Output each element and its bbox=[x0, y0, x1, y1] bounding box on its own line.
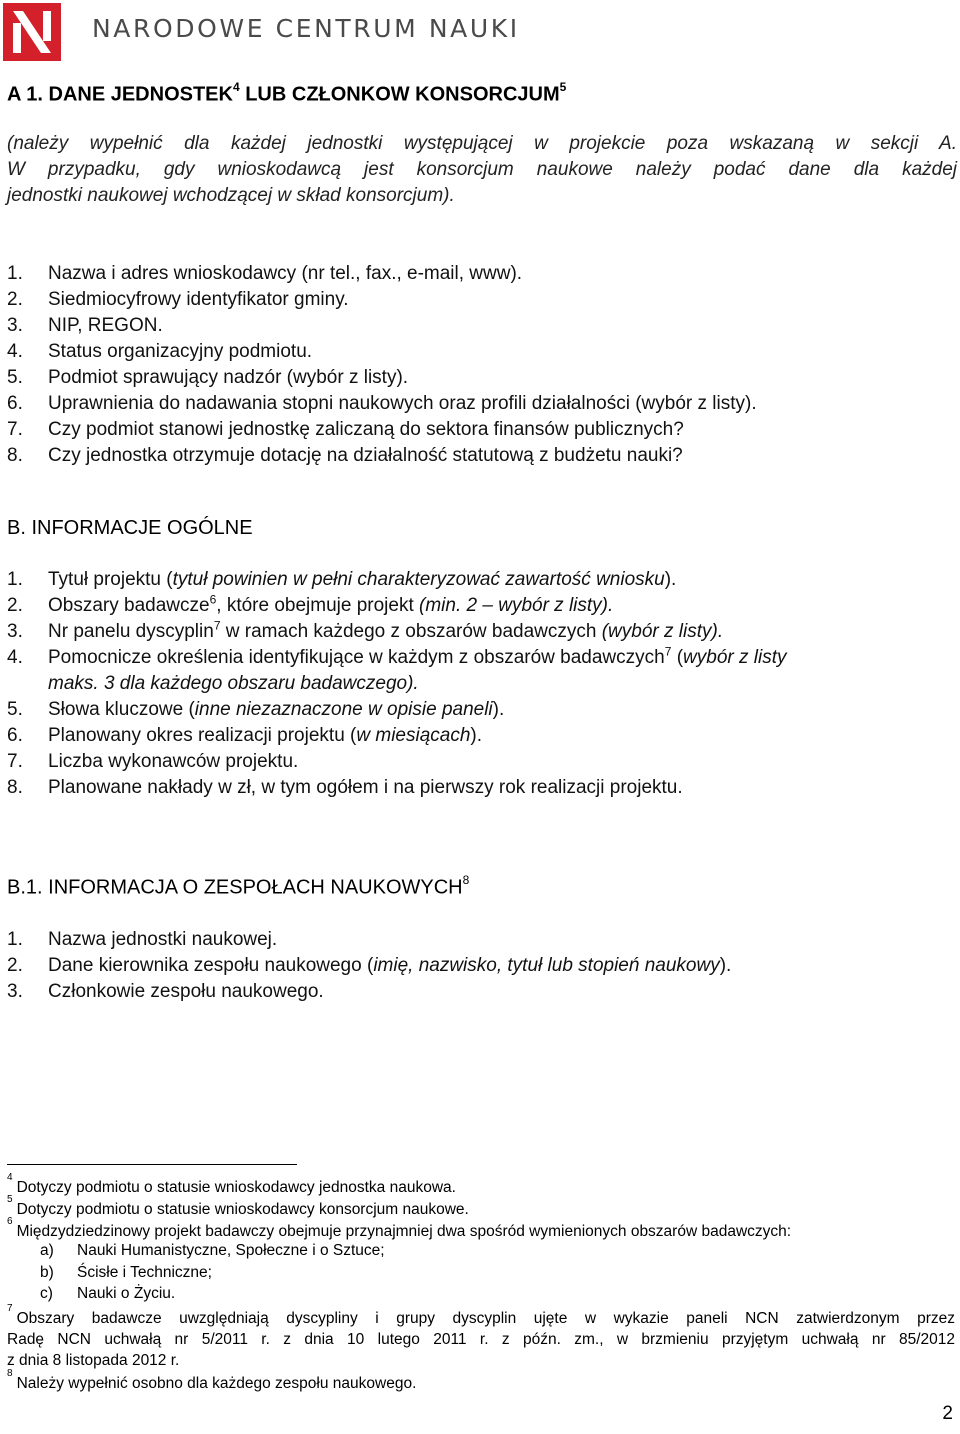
list-item-text: Nr panelu dyscyplin bbox=[48, 621, 214, 642]
section-b1-list bbox=[7, 927, 731, 1005]
footnote-ref-4: 4 bbox=[232, 80, 240, 94]
list-item-number: 6. bbox=[7, 725, 23, 746]
list-item-text: ( bbox=[671, 647, 684, 668]
list-item bbox=[7, 619, 787, 645]
list-item-text: Czy jednostka otrzymuje dotację na działalność statutową z budżetu nauki? bbox=[48, 445, 683, 466]
footnote-ref-7: 7 bbox=[664, 644, 672, 659]
footnote-text: Obszary badawcze uwzględniają dyscypliny i grupy dyscyplin ujęte w wykazie paneli NCN zatwierdzonym przez bbox=[16, 1310, 955, 1328]
section-a1-intro bbox=[7, 131, 957, 209]
list-item bbox=[7, 313, 757, 339]
footnote-text: Należy wypełnić osobno dla każdego zespołu naukowego. bbox=[16, 1375, 417, 1393]
list-item bbox=[7, 953, 731, 979]
section-a1-title-text: A 1. DANE JEDNOSTEK bbox=[7, 83, 233, 106]
footnote-text: Dotyczy podmiotu o statusie wnioskodawcy jednostka naukowa. bbox=[16, 1179, 456, 1197]
list-item-number: 4. bbox=[7, 341, 23, 362]
list-item-note: inne niezaznaczone w opisie paneli bbox=[194, 699, 493, 720]
list-item-note: tytuł powinien w pełni charakteryzować zawartość wniosku bbox=[172, 569, 665, 590]
list-item-text: ). bbox=[664, 569, 677, 590]
list-item-number: 3. bbox=[7, 315, 23, 336]
section-a1-title bbox=[7, 82, 566, 107]
list-item-text: Czy podmiot stanowi jednostkę zaliczaną do sektora finansów publicznych? bbox=[48, 419, 684, 440]
list-item-note: maks. 3 dla każdego obszaru badawczego). bbox=[48, 673, 419, 694]
list-item bbox=[7, 287, 757, 313]
list-item-number: 8. bbox=[7, 777, 23, 798]
footnote-6-item bbox=[40, 1262, 212, 1283]
list-item-text: Pomocnicze określenia identyfikujące w każdym z obszarów badawczych bbox=[48, 647, 665, 668]
list-item-number: 2. bbox=[7, 955, 23, 976]
list-item bbox=[7, 723, 787, 749]
list-item bbox=[7, 749, 787, 775]
footnote-6 bbox=[7, 1217, 955, 1242]
list-item-number: 7. bbox=[7, 751, 23, 772]
section-b1-title bbox=[7, 875, 469, 900]
list-item-text: Planowane nakłady w zł, w tym ogółem i na pierwszy rok realizacji projektu. bbox=[48, 777, 683, 798]
list-item bbox=[7, 417, 757, 443]
list-item bbox=[7, 593, 787, 619]
list-item-number: 5. bbox=[7, 367, 23, 388]
footnote-6-item bbox=[40, 1240, 385, 1261]
footnote-ref-8: 8 bbox=[462, 873, 470, 887]
list-item-number: 2. bbox=[7, 289, 23, 310]
list-item-text: Siedmiocyfrowy identyfikator gminy. bbox=[48, 289, 349, 310]
footnote-mark: 6 bbox=[7, 1216, 13, 1227]
list-item-number: 2. bbox=[7, 595, 23, 616]
intro-line: jednostki naukowej wchodzącej w skład konsorcjum). bbox=[7, 185, 455, 206]
list-item bbox=[7, 775, 787, 801]
list-item-text: Tytuł projektu ( bbox=[48, 569, 173, 590]
list-item-text: Słowa kluczowe ( bbox=[48, 699, 195, 720]
list-item-number: 1. bbox=[7, 569, 23, 590]
list-item-text: Członkowie zespołu naukowego. bbox=[48, 981, 324, 1002]
list-item bbox=[7, 443, 757, 469]
footnote-ref-6: 6 bbox=[209, 592, 217, 607]
list-item-note: wybór z listy bbox=[683, 647, 787, 668]
list-item-text: Obszary badawcze bbox=[48, 595, 210, 616]
list-item-number: 8. bbox=[7, 445, 23, 466]
list-item-note: (min. 2 – wybór z listy). bbox=[419, 595, 614, 616]
footnote-item-text: Nauki o Życiu. bbox=[77, 1285, 176, 1302]
list-item-number: 1. bbox=[7, 929, 23, 950]
footnote-divider bbox=[7, 1164, 297, 1165]
list-item bbox=[7, 339, 757, 365]
section-b-list bbox=[7, 567, 787, 801]
org-name: NARODOWE CENTRUM NAUKI bbox=[92, 14, 520, 43]
footnote-item-letter: c) bbox=[40, 1285, 53, 1302]
footnote-item-text: Ścisłe i Techniczne; bbox=[77, 1264, 212, 1281]
section-b-title: B. INFORMACJE OGÓLNE bbox=[7, 517, 253, 539]
list-item bbox=[7, 391, 757, 417]
footnote-item-letter: b) bbox=[40, 1264, 54, 1281]
list-item-text: ). bbox=[492, 699, 505, 720]
list-item-text: ). bbox=[470, 725, 483, 746]
list-item-text: Status organizacyjny podmiotu. bbox=[48, 341, 313, 362]
list-item-text: Nazwa i adres wnioskodawcy (nr tel., fax., e-mail, www). bbox=[48, 263, 523, 284]
list-item bbox=[7, 697, 787, 723]
section-a1-title-rest: LUB CZŁONKOW KONSORCJUM bbox=[239, 83, 560, 106]
list-item bbox=[7, 261, 757, 287]
list-item-text: NIP, REGON. bbox=[48, 315, 163, 336]
footnote-8 bbox=[7, 1369, 955, 1394]
footnote-ref-7: 7 bbox=[213, 618, 221, 633]
page-header bbox=[0, 0, 960, 64]
list-item-text: Podmiot sprawujący nadzór (wybór z listy). bbox=[48, 367, 409, 388]
footnote-text: Międzydziedzinowy projekt badawczy obejmuje przynajmniej dwa spośród wymienionych obszarów badawczych: bbox=[16, 1223, 792, 1241]
footnote-mark: 5 bbox=[7, 1194, 13, 1205]
list-item-text: ). bbox=[719, 955, 732, 976]
list-item-number: 3. bbox=[7, 621, 23, 642]
intro-line: W przypadku, gdy wnioskodawcą jest konsorcjum naukowe należy podać dane dla każdej bbox=[7, 159, 957, 180]
footnote-mark: 4 bbox=[7, 1172, 13, 1183]
section-b1-title-text: B.1. INFORMACJA O ZESPOŁACH NAUKOWYCH bbox=[7, 876, 463, 899]
footnote-text: Dotyczy podmiotu o statusie wnioskodawcy konsorcjum naukowe. bbox=[16, 1201, 469, 1219]
list-item-text: Planowany okres realizacji projektu ( bbox=[48, 725, 357, 746]
page-number: 2 bbox=[942, 1403, 953, 1424]
section-a1-list bbox=[7, 261, 757, 469]
footnote-ref-5: 5 bbox=[559, 80, 567, 94]
list-item bbox=[7, 927, 731, 953]
footnote-6-item bbox=[40, 1283, 175, 1304]
list-item bbox=[7, 365, 757, 391]
list-item-note: (wybór z listy). bbox=[601, 621, 724, 642]
footnote-item-text: Nauki Humanistyczne, Społeczne i o Sztuce; bbox=[77, 1242, 385, 1259]
footnote-7 bbox=[7, 1304, 955, 1371]
footnote-mark: 8 bbox=[7, 1368, 13, 1379]
list-item bbox=[7, 567, 787, 593]
list-item-note: imię, nazwisko, tytuł lub stopień naukowy bbox=[373, 955, 720, 976]
footnote-text: Radę NCN uchwałą nr 5/2011 r. z dnia 10 lutego 2011 r. z późn. zm., w brzmieniu przyjętym uchwałą nr 85/2012 bbox=[7, 1331, 955, 1349]
list-item-number: 5. bbox=[7, 699, 23, 720]
list-item-number: 6. bbox=[7, 393, 23, 414]
list-item-text: w ramach każdego z obszarów badawczych bbox=[220, 621, 602, 642]
list-item-number: 3. bbox=[7, 981, 23, 1002]
list-item-number: 4. bbox=[7, 647, 23, 668]
intro-line: (należy wypełnić dla każdej jednostki występującej w projekcie poza wskazaną w sekcji A. bbox=[7, 133, 957, 154]
list-item-text: Uprawnienia do nadawania stopni naukowych oraz profili działalności (wybór z listy). bbox=[48, 393, 757, 414]
list-item bbox=[7, 645, 787, 697]
list-item-note: w miesiącach bbox=[356, 725, 471, 746]
footnote-mark: 7 bbox=[7, 1303, 13, 1314]
list-item-text: Dane kierownika zespołu naukowego ( bbox=[48, 955, 374, 976]
list-item-text: Liczba wykonawców projektu. bbox=[48, 751, 299, 772]
footnote-text: z dnia 8 listopada 2012 r. bbox=[7, 1352, 180, 1370]
ncn-logo-icon bbox=[3, 3, 61, 61]
list-item bbox=[7, 979, 731, 1005]
footnote-item-letter: a) bbox=[40, 1242, 54, 1259]
list-item-number: 1. bbox=[7, 263, 23, 284]
list-item-text: Nazwa jednostki naukowej. bbox=[48, 929, 278, 950]
list-item-text: , które obejmuje projekt bbox=[216, 595, 420, 616]
list-item-number: 7. bbox=[7, 419, 23, 440]
